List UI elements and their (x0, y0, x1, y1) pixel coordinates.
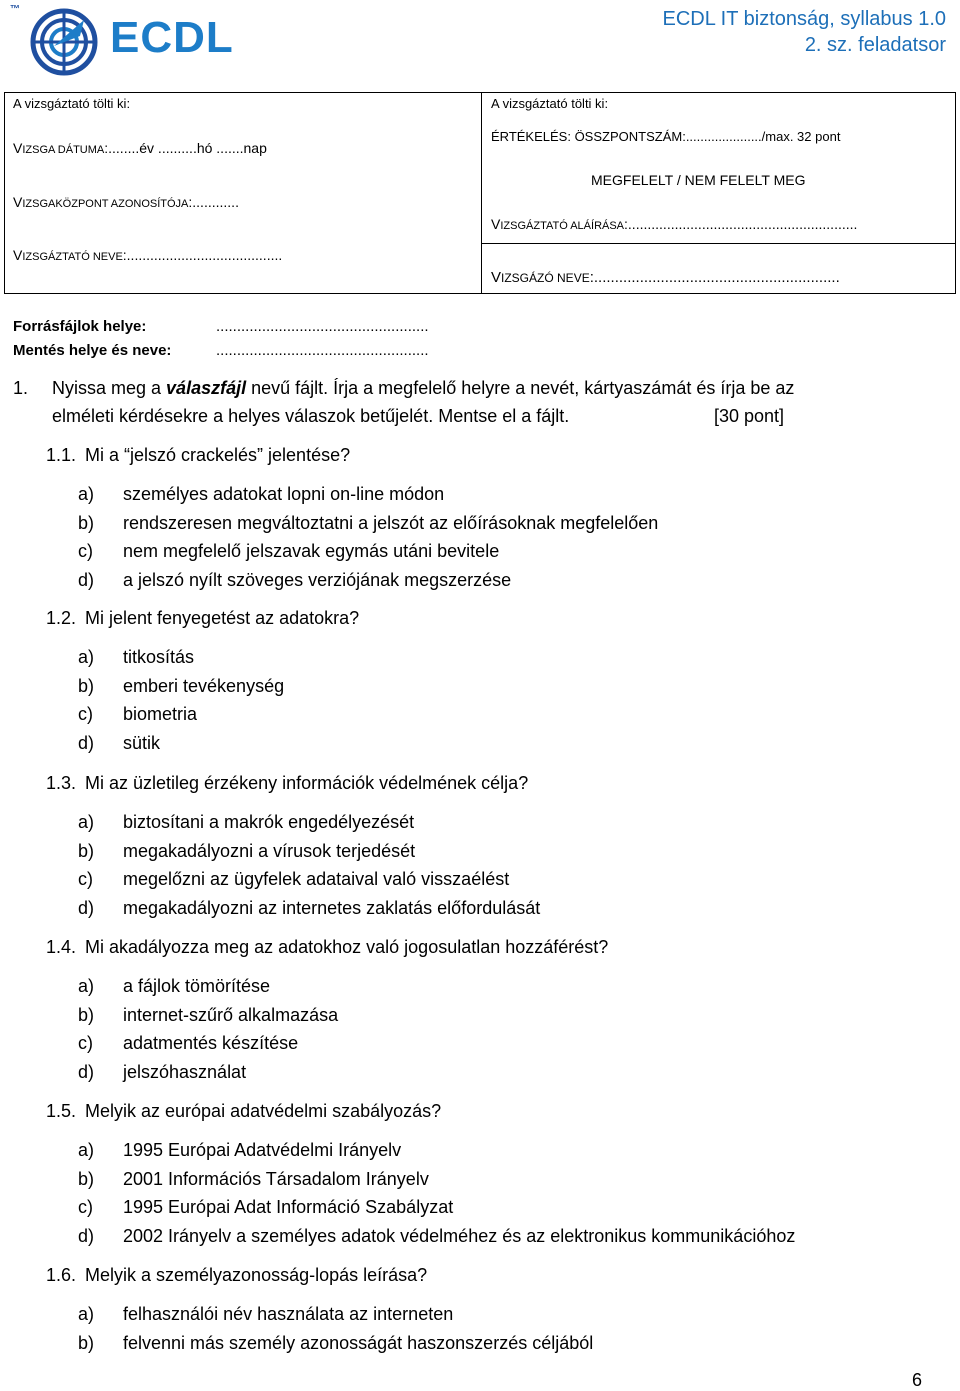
option-letter: d) (78, 570, 95, 590)
examiner-name-field[interactable]: VIZSGÁZTATÓ NEVE:........................................ (13, 247, 283, 263)
question-text: Mi a “jelszó crackelés” jelentése? (85, 445, 351, 465)
option-text: megakadályozni a vírusok terjedését (123, 841, 416, 861)
question-text: Melyik az európai adatvédelmi szabályozás? (85, 1101, 442, 1121)
task-instruction-line1: Nyissa meg a válaszfájl nevű fájlt. Írja a megfelelő helyre a nevét, kártyaszámát és írja be az (52, 378, 795, 398)
option-text: biometria (123, 704, 198, 724)
option-letter: b) (78, 1333, 95, 1353)
test-set-number: 2. sz. feladatsor (804, 34, 946, 56)
row-divider (481, 243, 955, 244)
option-letter: d) (78, 1062, 95, 1082)
option-letter: c) (78, 1197, 93, 1217)
source-files-label: Forrásfájlok helye: (13, 318, 147, 335)
option-letter: c) (78, 1033, 93, 1053)
question-number: 1.4. (46, 937, 77, 957)
page-number: 6 (911, 1370, 922, 1390)
option-text: sütik (123, 733, 161, 753)
task-instruction-line2: elméleti kérdésekre a helyes válaszok betűjelét. Mentse el a fájlt. (52, 406, 570, 426)
option-text: a fájlok tömörítése (123, 976, 271, 996)
option-letter: a) (78, 976, 95, 996)
option-text: 1995 Európai Adat Információ Szabályzat (123, 1197, 454, 1217)
question-number: 1.2. (46, 608, 77, 628)
option-text: megelőzni az ügyfelek adataival való visszaélést (123, 869, 510, 889)
document-title (663, 6, 946, 58)
option-text: internet-szűrő alkalmazása (123, 1005, 339, 1025)
save-location-value[interactable]: ................................................... (216, 342, 429, 359)
option-text: 2001 Információs Társadalom Irányelv (123, 1169, 429, 1189)
option-text: 1995 Európai Adatvédelmi Irányelv (123, 1140, 402, 1160)
brand-wordmark: ECDL (110, 13, 234, 62)
option-letter: b) (78, 676, 95, 696)
question-text: Melyik a személyazonosság-lopás leírása? (85, 1265, 428, 1285)
source-files-value[interactable]: ................................................... (216, 318, 429, 335)
exam-info-table (4, 92, 956, 294)
question-number: 1.3. (46, 773, 77, 793)
score-field[interactable]: ÉRTÉKELÉS: ÖSSZPONTSZÁM:...................../max. 32 pont (491, 129, 841, 144)
option-letter: d) (78, 733, 95, 753)
trademark-symbol: ™ (10, 4, 20, 15)
option-letter: c) (78, 869, 93, 889)
option-text: nem megfelelő jelszavak egymás utáni bevitele (123, 541, 500, 561)
column-divider (481, 93, 482, 293)
option-text: személyes adatokat lopni on-line módon (123, 484, 445, 504)
question-number: 1.6. (46, 1265, 77, 1285)
option-letter: a) (78, 1140, 95, 1160)
option-text: megakadályozni az internetes zaklatás előfordulását (123, 898, 541, 918)
ecdl-logo (10, 2, 234, 74)
option-letter: a) (78, 1304, 95, 1324)
option-letter: b) (78, 841, 95, 861)
option-text: felvenni más személy azonosságát haszonszerzés céljából (123, 1333, 594, 1353)
result-text: MEGFELELT / NEM FELELT MEG (591, 172, 806, 188)
task-points: [30 pont] (714, 406, 785, 426)
question-text: Mi jelent fenyegetést az adatokra? (85, 608, 360, 628)
candidate-name-field[interactable]: VIZSGÁZÓ NEVE:........................................................... (491, 269, 840, 286)
option-text: emberi tevékenység (123, 676, 285, 696)
question-text: Mi akadályozza meg az adatokhoz való jogosulatlan hozzáférést? (85, 937, 609, 957)
option-letter: b) (78, 1005, 95, 1025)
option-letter: a) (78, 812, 95, 832)
option-text: rendszeresen megváltoztatni a jelszót az előírásoknak megfelelően (123, 513, 659, 533)
option-letter: a) (78, 484, 95, 504)
option-letter: c) (78, 704, 93, 724)
globe-logo-icon (24, 6, 110, 76)
option-letter: b) (78, 1169, 95, 1189)
left-heading: A vizsgáztató tölti ki: (13, 96, 131, 111)
question-number: 1.1. (46, 445, 77, 465)
exam-date-field[interactable]: VIZSGA DÁTUMA:........év ..........hó .......nap (13, 140, 267, 156)
option-text: adatmentés készítése (123, 1033, 299, 1053)
examiner-signature-field[interactable]: VIZSGÁZTATÓ ALÁÍRÁSA:........................................................... (491, 216, 858, 232)
exam-center-id-field[interactable]: VIZSGAKÖZPONT AZONOSÍTÓJA:............ (13, 194, 239, 210)
question-number: 1.5. (46, 1101, 77, 1121)
option-letter: a) (78, 647, 95, 667)
syllabus-title: ECDL IT biztonság, syllabus 1.0 (662, 8, 946, 30)
option-text: a jelszó nyílt szöveges verziójának megszerzése (123, 570, 512, 590)
task-number: 1. (13, 378, 29, 398)
save-location-label: Mentés helye és neve: (13, 342, 172, 359)
right-heading: A vizsgáztató tölti ki: (491, 96, 609, 111)
option-text: felhasználói név használata az interneten (123, 1304, 454, 1324)
option-letter: c) (78, 541, 93, 561)
option-letter: d) (78, 1226, 95, 1246)
option-text: jelszóhasználat (123, 1062, 247, 1082)
option-letter: d) (78, 898, 95, 918)
question-text: Mi az üzletileg érzékeny információk védelmének célja? (85, 773, 529, 793)
option-text: titkosítás (123, 647, 195, 667)
option-text: 2002 Irányelv a személyes adatok védelméhez és az elektronikus kommunikációhoz (123, 1226, 796, 1246)
option-text: biztosítani a makrók engedélyezését (123, 812, 415, 832)
option-letter: b) (78, 513, 95, 533)
